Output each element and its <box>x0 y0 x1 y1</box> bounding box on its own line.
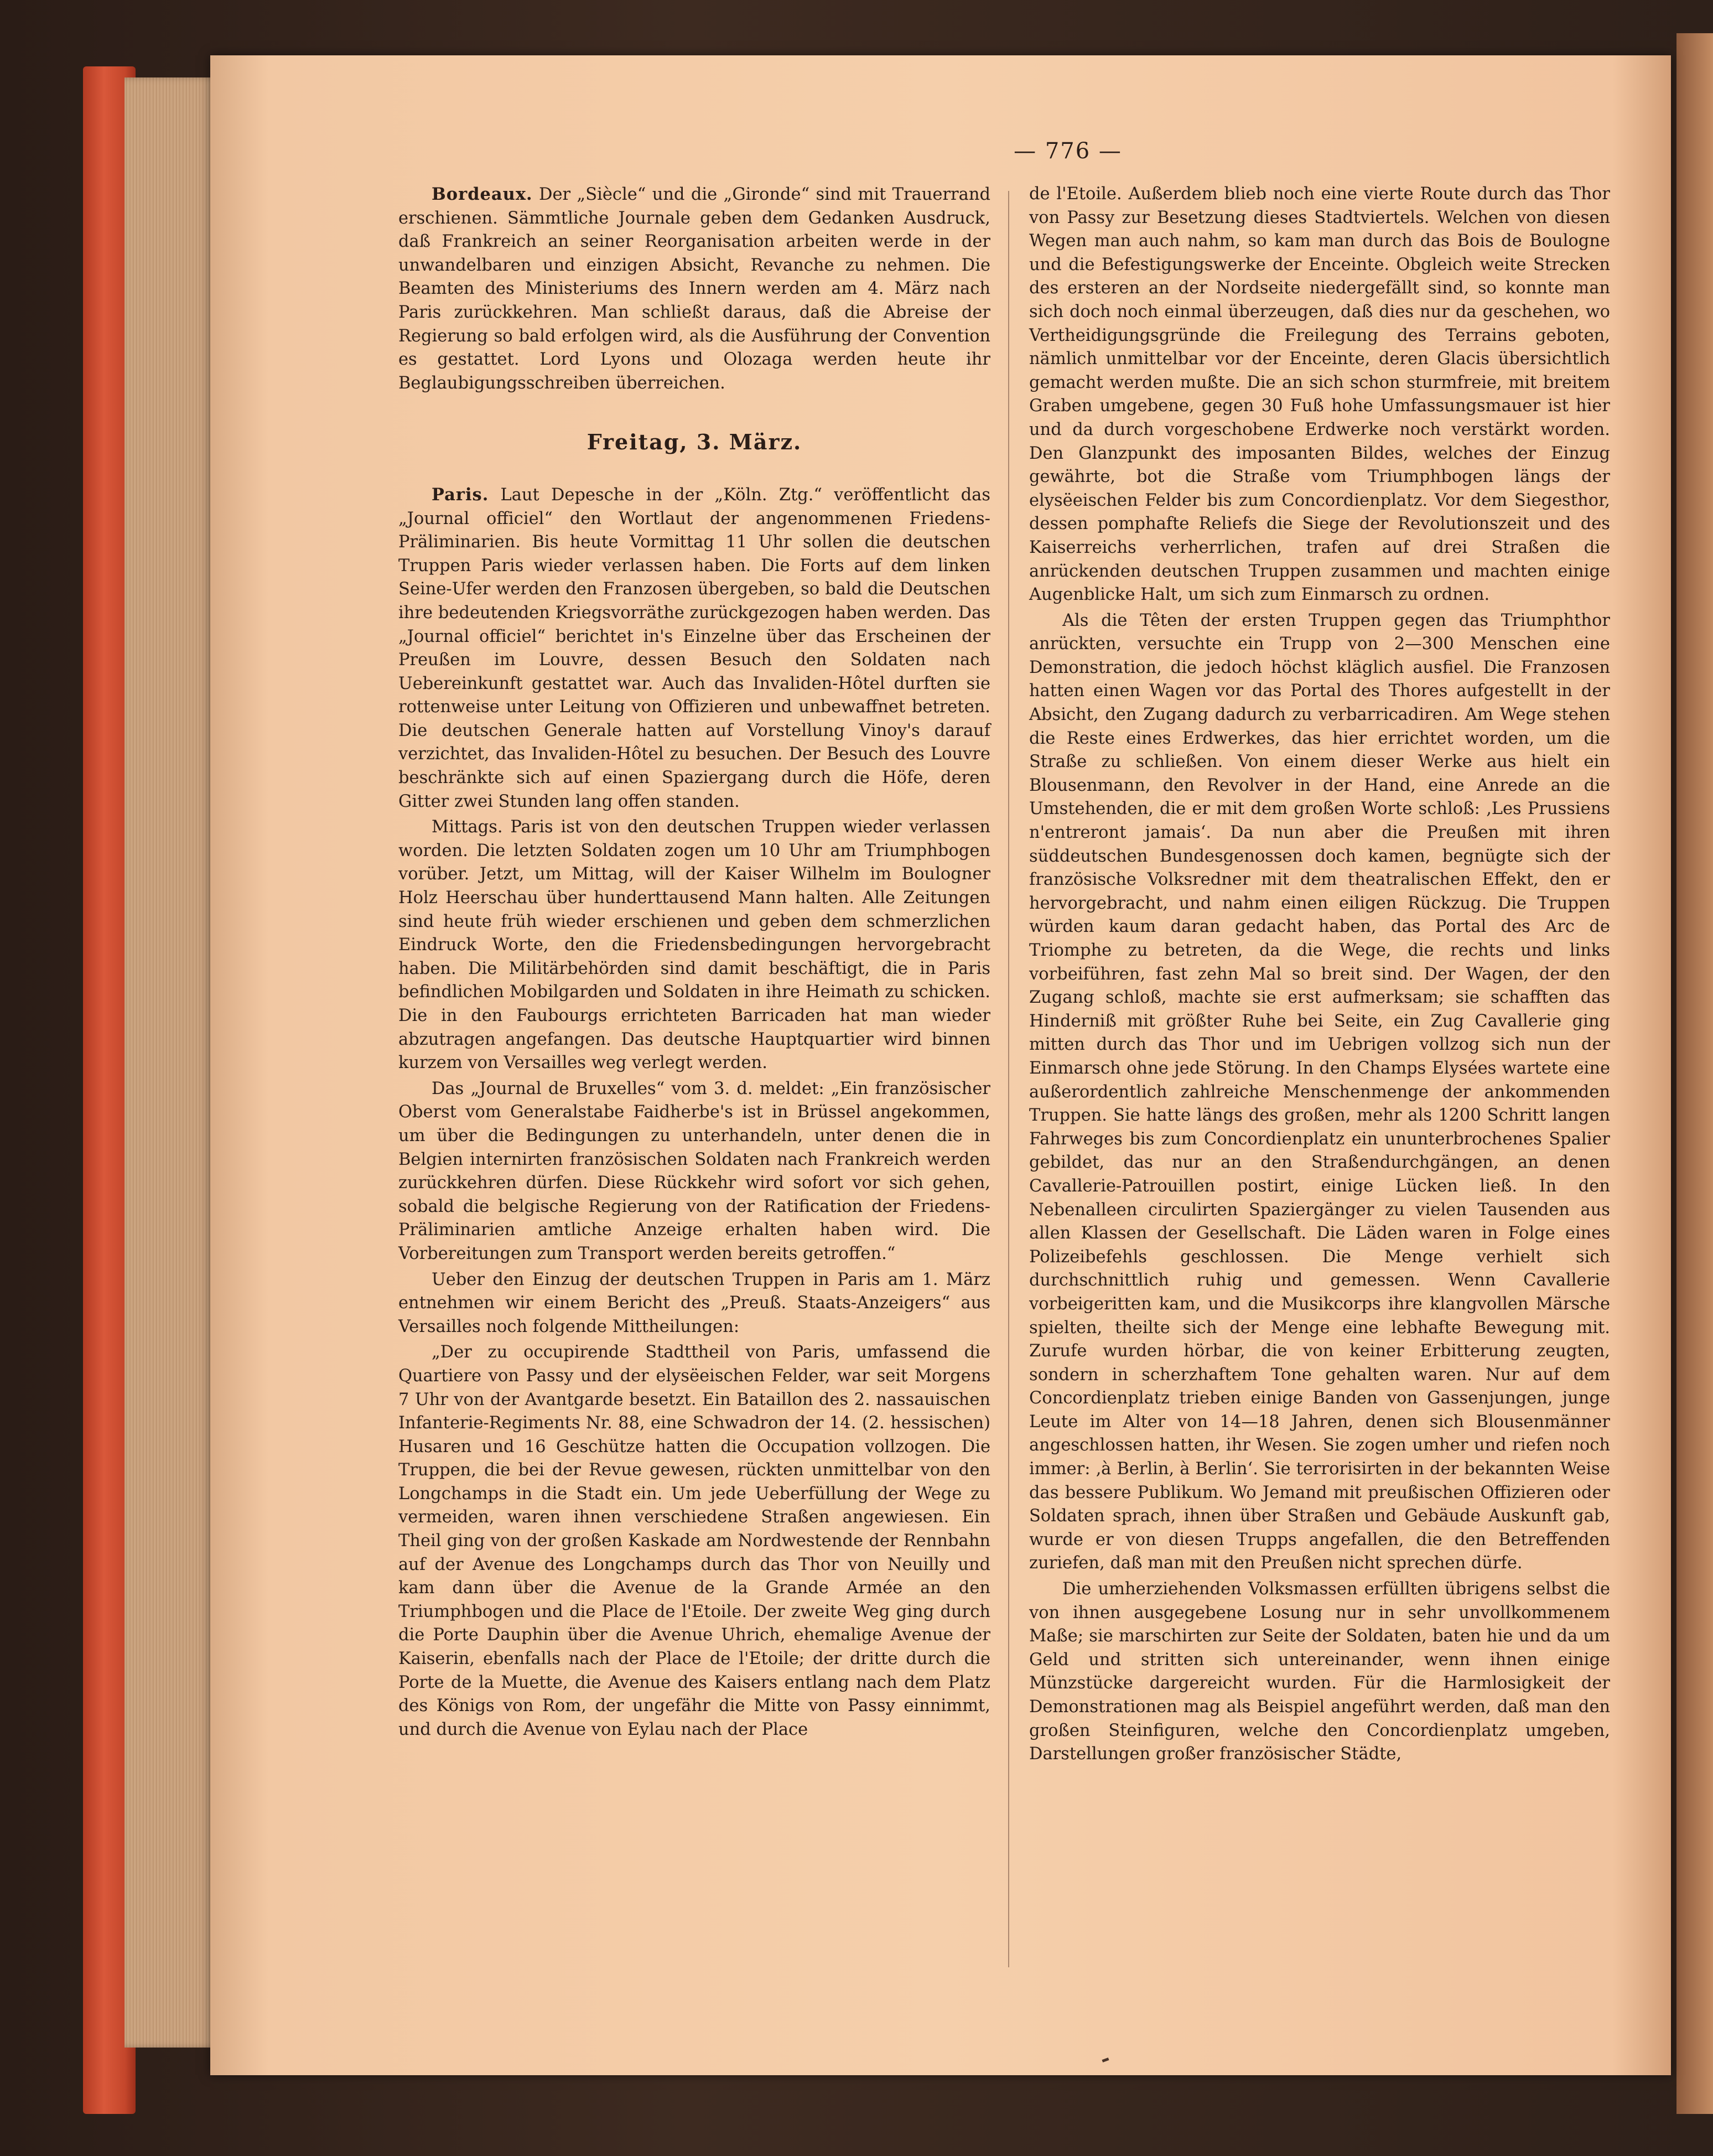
quote-paragraph: „Der zu occupirende Stadttheil von Paris, umfassend die Quartiere von Passy und der elysëeischen Felder, war seit Morgens 7 Uhr von der Avantgarde besetzt. Ein Bataillon des 2. nassauischen Infanterie-Regiments Nr. 88, eine Schwadron der 14. (2. hessischen) Husaren und 16 Geschütze hatten die Occupation vollzogen. Die Truppen, die bei der Revue gewesen, rückten unmittelbar von den Longchamps in die Stadt ein. Um jede Ueberfüllung der Wege zu vermeiden, waren ihnen verschiedene Straßen angewiesen. Ein Theil ging von der großen Kaskade am Nordwestende der Rennbahn auf der Avenue des Longchamps durch das Thor von Neuilly und kam dann über die Avenue de la Grande Armée an den Triumphbogen und die Place de l'Etoile. Der zweite Weg ging durch die Porte Dauphin über die Avenue Uhrich, ehemalige Avenue der Kaiserin, ebenfalls nach der Place de l'Etoile; der dritte durch die Porte de la Muette, die Avenue des Kaisers entlang nach dem Platz des Königs von Rom, der ungefähr die Mitte von Passy einnimmt, und durch die Avenue von Eylau nach der Place <box>398 1343 990 1739</box>
page-number: — 776 — <box>1014 138 1122 164</box>
einzug-paragraph: Ueber den Einzug der deutschen Truppen in Paris am 1. März entnehmen wir einem Bericht des „Preuß. Staats-Anzeigers“ aus Versailles noch folgende Mittheilungen: <box>398 1269 990 1336</box>
paris-paragraph <box>398 483 990 813</box>
right-column <box>1029 183 1610 1769</box>
continuation-paragraph: de l'Etoile. Außerdem blieb noch eine vierte Route durch das Thor von Passy zur Besetzung dieses Stadtviertels. Welchen von diesen Wegen man auch nahm, so kam man durch das Bois de Boulogne und die Befestigungswerke der Enceinte. Obgleich weite Strecken des ersteren an der Nordseite niedergefällt sind, so konnte man sich doch noch einmal überzeugen, daß dies nur da geschehen, wo Vertheidigungsgründe die Freilegung des Terrains geboten, nämlich unmittelbar vor der Enceinte, deren Glacis übersichtlich gemacht werden mußte. Die an sich schon sturmfreie, mit breitem Graben umgebene, gegen 30 Fuß hohe Umfassungsmauer ist hier und da durch vorgeschobene Erdwerke noch verstärkt worden. Den Glanzpunkt des imposanten Bildes, welches der Einzug gewährte, bot die Straße vom Triumphbogen längs der elysëeischen Felder bis zum Concordienplatz. Vor dem Siegesthor, dessen pomphafte Reliefs die Siege der Revolutionszeit und des Kaiserreichs verherrlichen, trafen auf drei Straßen die anrückenden deutschen Truppen zusammen und machten einige Augenblicke Halt, um sich zum Einmarsch zu ordnen. <box>1029 184 1610 605</box>
date-heading: Freitag, 3. März. <box>586 429 802 455</box>
column-divider <box>1008 191 1009 1967</box>
tetes-paragraph: Als die Têten der ersten Truppen gegen das Triumphthor anrückten, versuchte ein Trupp von 2—300 Menschen eine Demonstration, die jedoch höchst kläglich ausfiel. Die Franzosen hatten einen Wagen vor das Portal des Thores aufgestellt in der Absicht, den Zugang dadurch zu verbarricadiren. Am Wege stehen die Reste eines Erdwerkes, das hier errichtet worden, um die Straße zu schließen. Von einem dieser Werke aus hielt ein Blousenmann, den Revolver in der Hand, eine Anrede an die Umstehenden, die er mit dem großen Worte schloß: ‚Les Prussiens n'entreront jamais‘. Da nun aber die Preußen mit ihren süddeutschen Bundesgenossen doch kamen, begnügte sich der französische Volksredner mit dem theatralischen Effekt, den er hervorgebracht, und nahm einen eiligen Rückzug. Die Truppen würden kaum daran gedacht haben, das Portal des Arc de Triomphe zu betreten, da die Wege, die rechts und links vorbeiführen, fast zehn Mal so breit sind. Der Wagen, der den Zugang schloß, machte sie erst aufmerksam; sie schafften das Hinderniß mit größter Ruhe bei Seite, ein Zug Cavallerie ging mitten durch das Thor und im Uebrigen vollzog sich nun der Einmarsch ohne jede Störung. In den Champs Elysées wartete eine außerordentlich zahlreiche Menschenmenge der ankommenden Truppen. Sie hatte längs des großen, mehr als 1200 Schritt langen Fahrweges bis zum Concordienplatz ein ununterbrochenes Spalier gebildet, das nur an den Straßendurchgängen, an denen Cavallerie-Patrouillen postirt, einige Lücken ließ. In den Nebenalleen circulirten Spaziergänger zu vielen Tausenden aus allen Klassen der Gesellschaft. Die Läden waren in Folge eines Polizeibefehls geschlossen. Die Menge verhielt sich durchschnittlich ruhig und gemessen. Wenn Cavallerie vorbeigeritten kam, und die Musikcorps ihre klangvollen Märsche spielten, theilte sich der Menge eine lebhafte Bewegung mit. Zurufe wurden hörbar, die von keiner Erbitterung zeugten, sondern in scherzhaftem Tone gehalten waren. Nur auf dem Concordienplatz trieben einige Banden von Gassenjungen, junge Leute im Alter von 14—18 Jahren, denen sich Blousenmänner angeschlossen hatten, ihr Wesen. Sie zogen umher und riefen noch immer: ‚à Berlin, à Berlin‘. Sie terrorisirten in der bekannten Weise das bessere Publikum. Wo Jemand mit preußischen Offizieren oder Soldaten sprach, ihnen über Straßen und Gebäude Auskunft gab, wurde er von diesen Trupps angefallen, die den Betreffenden zuriefen, daß man mit den Preußen nicht sprechen dürfe. <box>1029 610 1610 1573</box>
paris-text: Laut Depesche in der „Köln. Ztg.“ veröffentlicht das „Journal officiel“ den Wortlaut der angenommenen Friedens-Präliminarien. Bis heute Vormittag 11 Uhr sollen die deutschen Truppen Paris wieder verlassen haben. Die Forts auf dem linken Seine-Ufer werden den Franzosen übergeben, so bald die Deutschen ihre bedeutenden Kriegsvorräthe zurückgezogen haben werden. Das „Journal officiel“ berichtet in's Einzelne über das Erscheinen der Preußen im Louvre, dessen Besuch den Soldaten nach Uebereinkunft gestattet war. Auch das Invaliden-Hôtel durften sie rottenweise unter Leitung von Offizieren und unbewaffnet betreten. Die deutschen Generale hatten auf Vorstellung Vinoy's darauf verzichtet, das Invaliden-Hôtel zu besuchen. Der Besuch des Louvre beschränkte sich auf einen Spaziergang durch die Höfe, deren Gitter zwei Stunden lang offen standen. <box>398 485 990 811</box>
bordeaux-text: Der „Siècle“ und die „Gironde“ sind mit Trauerrand erschienen. Sämmtliche Journale geben dem Gedanken Ausdruck, daß Frankreich an seiner Reorganisation arbeiten werde in der unwandelbaren und einzigen Absicht, Revanche zu nehmen. Die Beamten des Ministeriums des Innern werden am 4. März nach Paris zurückkehren. Man schließt daraus, daß die Abreise der Regierung so bald erfolgen wird, als die Ausführung der Convention es gestattet. Lord Lyons und Olozaga werden heute ihr Beglaubigungsschreiben überreichen. <box>398 185 990 393</box>
bordeaux-lead: Bordeaux. <box>432 184 533 204</box>
volksmassen-paragraph: Die umherziehenden Volksmassen erfüllten übrigens selbst die von ihnen ausgegebene Losung nur in sehr unvollkommenem Maße; sie marschirten zur Seite der Soldaten, baten hie und da um Geld und stritten sich untereinander, wenn ihnen einige Münzstücke dargereicht wurden. Für die Harmlosigkeit der Demonstrationen mag als Beispiel angeführt werden, daß man den großen Steinfiguren, welche den Concordienplatz umgeben, Darstellungen großer französischer Städte, <box>1029 1579 1610 1764</box>
paris-lead: Paris. <box>432 484 489 505</box>
bruxelles-paragraph: Das „Journal de Bruxelles“ vom 3. d. meldet: „Ein französischer Oberst vom Generalstabe Faidherbe's ist in Brüssel angekommen, um über die Bedingungen zu unterhandeln, unter denen die in Belgien internirten französischen Soldaten nach Frankreich werden zurückkehren dürfen. Diese Rückkehr wird sofort vor sich gehen, sobald die belgische Regierung von der Ratification der Friedens-Präliminarien amtliche Anzeige erhalten haben wird. Die Vorbereitungen zum Transport werden bereits getroffen.“ <box>398 1079 990 1263</box>
facing-page-edge <box>1676 33 1713 2114</box>
left-column <box>398 183 990 1744</box>
bordeaux-paragraph <box>398 183 990 395</box>
mittags-paragraph: Mittags. Paris ist von den deutschen Truppen wieder verlassen worden. Die letzten Soldaten zogen um 10 Uhr am Triumphbogen vorüber. Jetzt, um Mittag, will der Kaiser Wilhelm im Boulogner Holz Heerschau über hunderttausend Mann halten. Alle Zeitungen sind heute früh wieder erschienen und geben dem schmerzlichen Eindruck Worte, den die Friedensbedingungen hervorgebracht haben. Die Militärbehörden sind damit beschäftigt, die in Paris befindlichen Mobilgarden und Soldaten in ihre Heimath zu schicken. Die in den Faubourgs errichteten Barricaden hat man wieder abzutragen angefangen. Das deutsche Hauptquartier wird binnen kurzem von Versailles weg verlegt werden. <box>398 817 990 1073</box>
